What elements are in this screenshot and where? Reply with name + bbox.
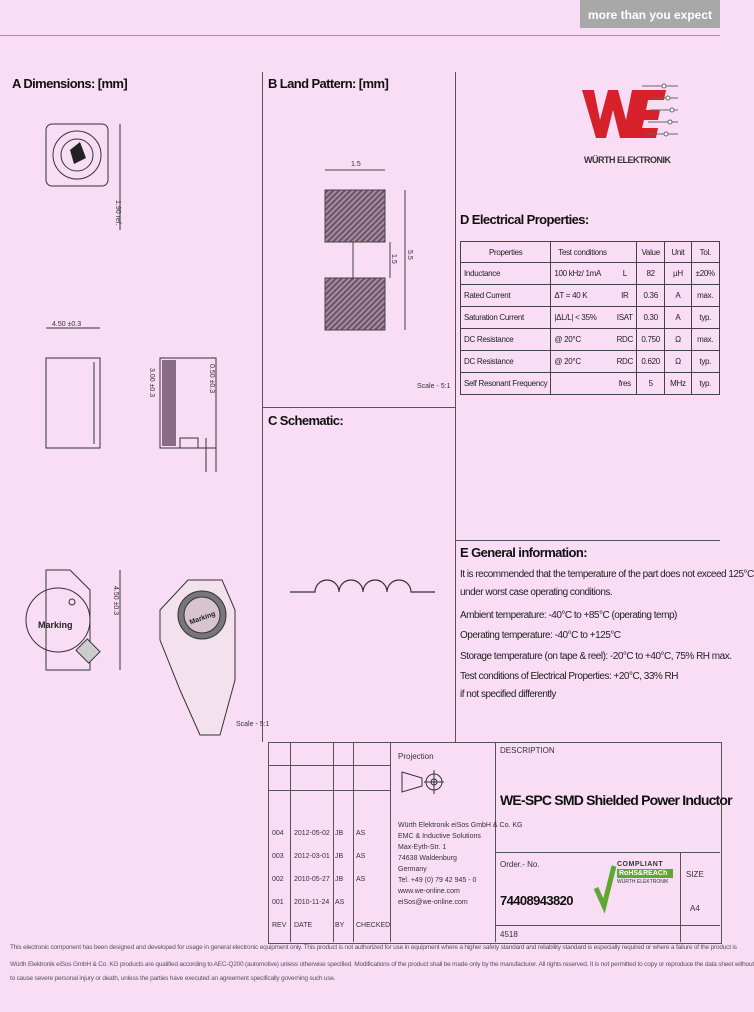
table-cell: RDC [614, 329, 637, 351]
product-title: WE-SPC SMD Shielded Power Inductor [500, 792, 732, 808]
company-line: eiSos@we-online.com [398, 899, 468, 906]
col-value: Value [637, 242, 665, 263]
tb-divider [495, 742, 496, 942]
table-row [461, 351, 720, 373]
scale-label-a: Scale - 5:1 [236, 721, 270, 728]
company-line: Würth Elektronik eiSos GmbH & Co. KG [398, 822, 523, 829]
compliance-line: WÜRTH ELEKTRONIK [617, 879, 669, 885]
brand-name: WÜRTH ELEKTRONIK [584, 155, 671, 165]
description-label: DESCRIPTION [500, 746, 555, 755]
tb-divider [390, 742, 391, 942]
projection-label: Projection [398, 752, 434, 761]
table-row [461, 285, 720, 307]
general-line: It is recommended that the temperature of the part does not exceed 125°C [460, 569, 754, 580]
frame-divider-d [455, 540, 720, 541]
general-line: Ambient temperature: -40°C to +85°C (operating temp) [460, 610, 677, 621]
revision-cell: REV [272, 922, 287, 929]
revision-cell: BY [335, 922, 345, 929]
table-row [461, 263, 720, 285]
general-line: Operating temperature: -40°C to +125°C [460, 630, 621, 641]
table-cell: @ 20°C [551, 351, 614, 373]
dim-lead-label: 0.50 ±0.3 [208, 364, 215, 394]
table-cell: 82 [637, 263, 665, 285]
company-line: Tel. +49 (0) 79 42 945 - 0 [398, 877, 477, 884]
table-cell: µH [665, 263, 691, 285]
table-row [461, 329, 720, 351]
table-cell: Self Resonant Frequency [461, 373, 551, 395]
compliance-line: COMPLIANT [617, 861, 664, 868]
table-cell: fres [614, 373, 637, 395]
general-title: E General information: [460, 545, 587, 560]
we-logo [580, 80, 680, 160]
header-tagline: more than you expect [580, 0, 720, 28]
revision-cell: DATE [294, 922, 313, 929]
general-line: if not specified differently [460, 689, 556, 700]
tb-divider [680, 852, 681, 942]
revision-cell: AS [335, 899, 345, 906]
table-cell: ISAT [614, 307, 637, 329]
marking-label-bottom: Marking [38, 620, 73, 630]
revision-cell: 2012-05-02 [294, 830, 330, 837]
frame-divider-b [455, 72, 456, 742]
company-line: 74638 Waldenburg [398, 855, 457, 862]
table-cell: 0.30 [637, 307, 665, 329]
tb-divider [495, 925, 720, 926]
general-line: under worst case operating conditions. [460, 587, 613, 598]
revision-cell: JB [335, 853, 344, 860]
order-code-label: Order.- No. [500, 860, 540, 869]
table-cell: 5 [637, 373, 665, 395]
size-label: SIZE [686, 870, 704, 879]
dimensions-drawing [10, 100, 270, 740]
electrical-table [460, 241, 720, 395]
table-header-row [461, 242, 720, 263]
revision-cell: 003 [272, 853, 284, 860]
table-cell: typ. [691, 307, 720, 329]
tb-divider [333, 742, 334, 942]
table-row [461, 307, 720, 329]
footer-line: Würth Elektronik eiSos GmbH & Co. KG products are qualified according to AEC-Q200 (automotive) unless otherwise specified. Modifications of the product shall be made only by the manufacturer. All rights reserved. It is not permitted to copy or reproduce the data sheet without [10, 961, 754, 968]
col-unit: Unit [665, 242, 691, 263]
table-cell: max. [691, 285, 720, 307]
table-cell: |ΔL/L| < 35% [551, 307, 614, 329]
table-cell: DC Resistance [461, 329, 551, 351]
size-value: 4518 [500, 930, 518, 939]
footer-line: This electronic component has been designed and developed for usage in general electronic equipment only. This product is not authorized for use in equipment where a higher safety standard and reliability standard is especially required or where a failure of the product is [10, 944, 737, 951]
dim-width-label: 4.50 ±0.3 [52, 321, 82, 328]
table-cell: typ. [691, 373, 720, 395]
revision-cell: 2012-03-01 [294, 853, 330, 860]
tb-divider [290, 742, 291, 942]
table-cell: Inductance [461, 263, 551, 285]
table-cell: A [665, 285, 691, 307]
land-pattern-drawing [265, 150, 455, 400]
revision-cell: AS [356, 853, 366, 860]
table-cell: 0.750 [637, 329, 665, 351]
dimensions-title: A Dimensions: [mm] [12, 76, 128, 91]
col-test-conditions: Test conditions [551, 242, 614, 263]
general-line: Test conditions of Electrical Properties: +20°C, 33% RH [460, 671, 678, 682]
scale-label-b: Scale - 5:1 [417, 383, 451, 390]
table-cell: max. [691, 329, 720, 351]
revision-cell: 2010-05-27 [294, 876, 330, 883]
table-cell: L [614, 263, 637, 285]
table-cell: ±20% [691, 263, 720, 285]
order-code: 74408943820 [500, 893, 573, 908]
company-line: EMC & Inductive Solutions [398, 833, 481, 840]
tb-divider [268, 765, 390, 766]
table-cell: typ. [691, 351, 720, 373]
land-dim-mid: 1.5 [390, 254, 397, 264]
dim-height-label: 3.00 ±0.3 [148, 368, 155, 398]
electrical-title: D Electrical Properties: [460, 212, 589, 227]
dim-depth-label: 4.50 ±0.3 [112, 586, 119, 616]
revision-cell: CHECKED [356, 922, 391, 929]
table-cell: Rated Current [461, 285, 551, 307]
marking-label-iso: Marking [188, 610, 217, 627]
tb-divider [495, 852, 720, 853]
table-cell: RDC [614, 351, 637, 373]
frame-divider-c [262, 407, 455, 408]
col-symbol [614, 242, 637, 263]
revision-cell: JB [335, 876, 344, 883]
table-cell: 0.620 [637, 351, 665, 373]
revision-cell: JB [335, 830, 344, 837]
table-cell: @ 20°C [551, 329, 614, 351]
compliance-line: RoHS&REACh [617, 869, 673, 878]
projection-icon [398, 762, 448, 802]
table-cell [551, 373, 614, 395]
compliance-check-icon [594, 862, 616, 912]
tb-divider [268, 790, 390, 791]
table-cell: Ω [665, 329, 691, 351]
tb-divider [353, 742, 354, 942]
page-format: A4 [690, 904, 700, 913]
table-cell: Saturation Current [461, 307, 551, 329]
land-pattern-title: B Land Pattern: [mm] [268, 76, 389, 91]
table-cell: 100 kHz/ 1mA [551, 263, 614, 285]
company-line: Germany [398, 866, 427, 873]
company-line: Max-Eyth-Str. 1 [398, 844, 447, 851]
revision-cell: 002 [272, 876, 284, 883]
col-tol: Tol. [691, 242, 720, 263]
table-cell: Ω [665, 351, 691, 373]
table-cell: A [665, 307, 691, 329]
revision-cell: 001 [272, 899, 284, 906]
revision-cell: 004 [272, 830, 284, 837]
footer-line: to cause severe personal injury or death, unless the parties have executed an agreement specifically governing such use. [10, 975, 336, 982]
land-dim-top: 1.5 [351, 161, 361, 168]
revision-cell: AS [356, 830, 366, 837]
compliance-badge [617, 861, 673, 885]
table-cell: DC Resistance [461, 351, 551, 373]
general-line: Storage temperature (on tape & reel): -20°C to +40°C, 75% RH max. [460, 651, 732, 662]
table-cell: IR [614, 285, 637, 307]
table-cell: MHz [665, 373, 691, 395]
revision-cell: 2010-11-24 [294, 899, 330, 906]
company-line: www.we-online.com [398, 888, 460, 895]
dim-height-side-label: 1.90 ref. [114, 200, 121, 226]
table-cell: ΔT = 40 K [551, 285, 614, 307]
revision-cell: AS [356, 876, 366, 883]
land-dim-total: 5.5 [406, 250, 413, 260]
table-cell: 0.36 [637, 285, 665, 307]
table-row [461, 373, 720, 395]
schematic-title: C Schematic: [268, 413, 344, 428]
col-properties: Properties [461, 242, 551, 263]
header-divider [0, 35, 720, 36]
inductor-symbol [285, 560, 445, 600]
